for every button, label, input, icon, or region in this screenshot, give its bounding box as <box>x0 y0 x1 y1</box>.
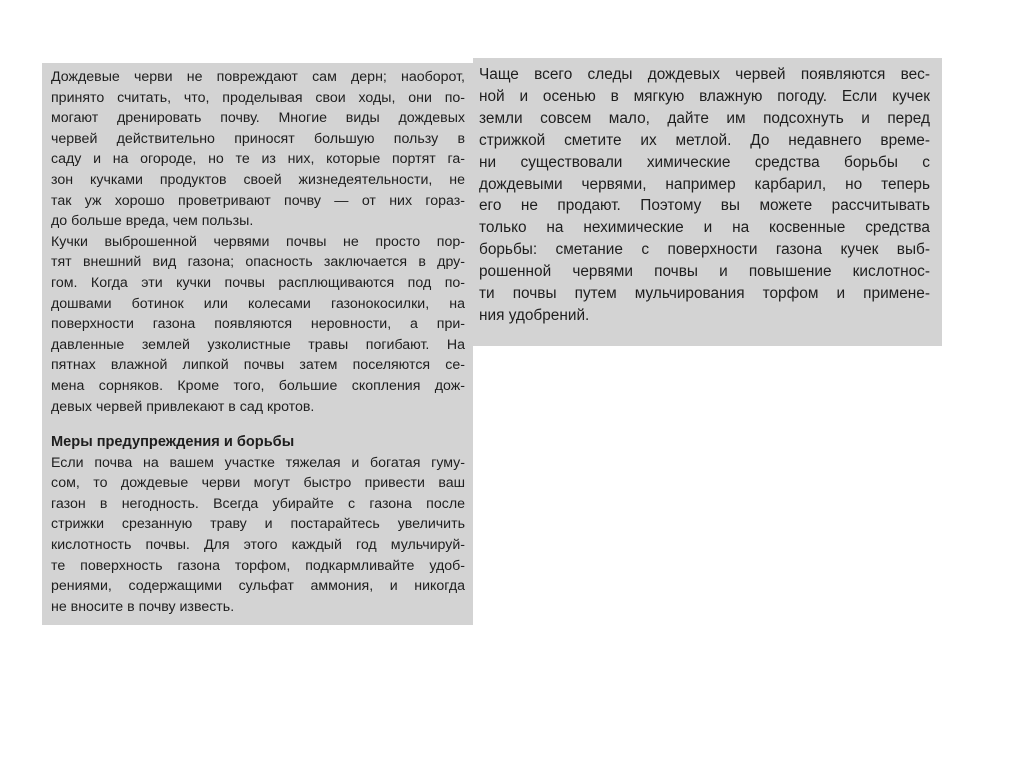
text-line: до больше вреда, чем пользы. <box>51 213 254 230</box>
text-line: мена сорняков. Кроме того, большие скопления дож- <box>51 377 465 394</box>
text-line: только на нехимические и на косвенные средства <box>479 219 930 237</box>
text-line: стрижкой сметите их метлой. До недавнего време- <box>479 131 930 149</box>
paragraph-control-methods <box>479 64 930 327</box>
text-line: ния удобрений. <box>479 306 590 324</box>
text-line: стрижки срезанную траву и постарайтесь увеличить <box>51 516 465 533</box>
text-line: так уж хорошо проветривают почву — от них гораз- <box>51 192 465 209</box>
text-line: земли совсем мало, дайте им подсохнуть и перед <box>479 109 930 127</box>
text-line: его не продают. Поэтому вы можете рассчитывать <box>479 197 930 215</box>
text-line: ной и осенью в мягкую влажную погоду. Если кучек <box>479 87 930 105</box>
text-line: девых червей привлекают в сад кротов. <box>51 398 315 415</box>
text-line: борьбы: сметание с поверхности газона кучек выб- <box>479 241 930 259</box>
text-line: те поверхность газона торфом, подкармливайте удоб- <box>51 557 465 574</box>
text-line: зон кучками продуктов своей жизнедеятельности, не <box>51 171 465 188</box>
text-line: гом. Когда эти кучки почвы расплющиваются под по- <box>51 274 465 291</box>
text-line: дошвами ботинок или колесами газонокосилки, на <box>51 295 465 312</box>
text-line: поверхности газона появляются неровности, а при- <box>51 316 465 333</box>
text-line: саду и на огороде, но те из них, которые портят га- <box>51 151 465 168</box>
text-line: не вносите в почву известь. <box>51 598 235 615</box>
text-line: рениями, содержащими сульфат аммония, и никогда <box>51 578 465 595</box>
text-line: газон в негодность. Всегда убирайте с газона после <box>51 495 465 512</box>
paragraph-worm-casts-danger <box>51 232 465 417</box>
text-line: давленные землей узколистные травы погибают. На <box>51 336 465 353</box>
text-line: тят внешний вид газона; опасность заключается в дру- <box>51 254 465 271</box>
right-text-column <box>473 58 942 346</box>
paragraph-prevention <box>51 453 465 618</box>
text-line: Если почва на вашем участке тяжелая и богатая гуму- <box>51 454 465 471</box>
text-line: дождевыми червями, например карбарил, но теперь <box>479 175 930 193</box>
text-line: Кучки выброшенной червями почвы не просто пор- <box>51 233 465 250</box>
text-line: ти почвы путем мульчирования торфом и примене- <box>479 285 930 303</box>
left-text-column <box>42 63 473 625</box>
text-line: кислотность почвы. Для этого каждый год мульчируй- <box>51 537 465 554</box>
text-line: ни существовали химические средства борьбы с <box>479 153 930 171</box>
paragraph-worms-benefit <box>51 67 465 232</box>
text-line: Дождевые черви не повреждают сам дерн; наоборот, <box>51 69 465 85</box>
text-line: червей действительно приносят большую пользу в <box>51 130 465 147</box>
section-heading: Меры предупреждения и борьбы <box>51 434 295 451</box>
text-line: принято считать, что, проделывая свои ходы, они по- <box>51 89 465 106</box>
text-line: Чаще всего следы дождевых червей появляются вес- <box>479 66 930 83</box>
text-line: сом, то дождевые черви могут быстро привести ваш <box>51 475 465 492</box>
text-line: рошенной червями почвы и повышение кислотнос- <box>479 263 930 281</box>
text-line: пятнах влажной липкой почвы затем поселяются се- <box>51 357 465 374</box>
text-line: могают дренировать почву. Многие виды дождевых <box>51 110 465 127</box>
